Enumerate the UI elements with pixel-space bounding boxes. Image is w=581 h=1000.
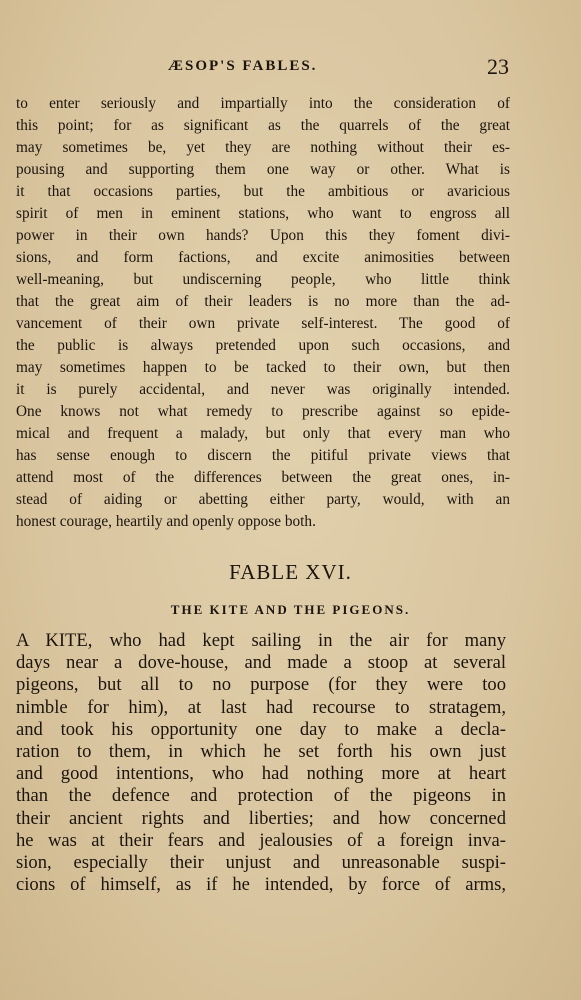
text-line: may sometimes happen to be tacked to their own, but then xyxy=(16,359,510,376)
text-line: pousing and supporting them one way or other. What is xyxy=(16,161,510,178)
text-line: sion, especially their unjust and unreasonable suspi- xyxy=(16,852,506,874)
text-line: spirit of men in eminent stations, who want to engross all xyxy=(16,205,510,222)
paragraph-moral xyxy=(16,93,510,533)
text-line: ration to them, in which he set forth his own just xyxy=(16,741,506,763)
text-line: it that occasions parties, but the ambitious or avaricious xyxy=(16,183,510,200)
text-line: One knows not what remedy to prescribe against so epide- xyxy=(16,403,510,420)
text-line: nimble for him), at last had recourse to stratagem, xyxy=(16,696,506,718)
text-line: stead of aiding or abetting either party, would, with an xyxy=(16,491,510,508)
text-line: their ancient rights and liberties; and how concerned xyxy=(16,807,506,829)
text-line: pigeons, but all to no purpose (for they were too xyxy=(16,674,506,696)
text-line: days near a dove-house, and made a stoop at several xyxy=(16,652,506,674)
text-line: cions of himself, as if he intended, by force of arms, xyxy=(16,874,506,896)
text-line: it is purely accidental, and never was originally intended. xyxy=(16,381,510,398)
text-line: than the defence and protection of the pigeons in xyxy=(16,785,506,807)
page-number: 23 xyxy=(487,54,509,79)
text-line: sions, and form factions, and excite animosities between xyxy=(16,249,510,266)
fable-heading: FABLE XVI. xyxy=(229,560,352,584)
text-line: to enter seriously and impartially into the consideration of xyxy=(16,95,510,112)
text-line: this point; for as significant as the quarrels of the great xyxy=(16,117,510,134)
text-line: and took his opportunity one day to make a decla- xyxy=(16,718,506,740)
text-line: the public is always pretended upon such occasions, and xyxy=(16,337,510,354)
text-line: that the great aim of their leaders is no more than the ad- xyxy=(16,293,510,310)
text-line: attend most of the differences between the great ones, in- xyxy=(16,469,510,486)
text-line: well-meaning, but undiscerning people, who little think xyxy=(16,271,510,288)
paragraph-fable xyxy=(16,630,506,896)
text-line: mical and frequent a malady, but only that every man who xyxy=(16,425,510,442)
fable-subheading: THE KITE AND THE PIGEONS. xyxy=(170,602,411,617)
text-line: and good intentions, who had nothing more at heart xyxy=(16,763,506,785)
text-line: honest courage, heartily and openly oppose both. xyxy=(16,513,316,530)
text-line: may sometimes be, yet they are nothing without their es- xyxy=(16,139,510,156)
text-line: A KITE, who had kept sailing in the air for many xyxy=(16,630,506,651)
text-line: has sense enough to discern the pitiful private views that xyxy=(16,447,510,464)
running-head xyxy=(0,56,581,80)
running-title: ÆSOP'S FABLES. xyxy=(168,58,318,74)
text-line: he was at their fears and jealousies of a foreign inva- xyxy=(16,829,506,851)
text-line: vancement of their own private self-interest. The good of xyxy=(16,315,510,332)
text-line: power in their own hands? Upon this they foment divi- xyxy=(16,227,510,244)
